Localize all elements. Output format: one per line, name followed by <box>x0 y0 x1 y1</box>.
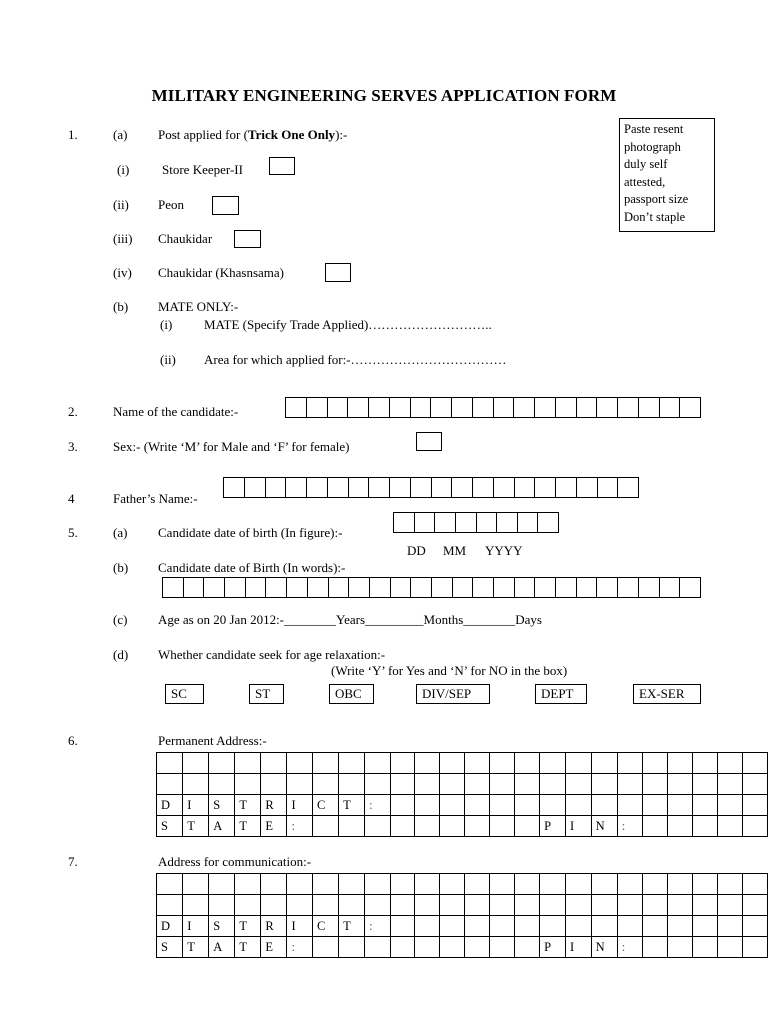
permanent-address-cell[interactable]: E <box>261 816 287 837</box>
communication-address-cell[interactable] <box>339 874 365 895</box>
communication-address-cell[interactable]: I <box>183 916 209 937</box>
q1-number: 1. <box>68 127 78 142</box>
category-sc-box[interactable]: SC <box>165 684 204 704</box>
communication-address-cell[interactable] <box>566 874 592 895</box>
communication-address-cell[interactable]: I <box>566 937 592 958</box>
permanent-address-cell[interactable]: T <box>183 816 209 837</box>
communication-address-cell[interactable] <box>490 874 515 895</box>
communication-address-cell[interactable] <box>415 937 440 958</box>
communication-address-cell[interactable] <box>742 895 767 916</box>
permanent-address-cell[interactable] <box>742 816 767 837</box>
permanent-address-cell[interactable] <box>566 795 592 816</box>
communication-address-cell[interactable] <box>566 916 592 937</box>
permanent-address-cell[interactable] <box>540 774 566 795</box>
communication-address-cell[interactable] <box>668 874 693 895</box>
q2-number: 2. <box>68 404 78 419</box>
permanent-address-cell[interactable] <box>693 774 718 795</box>
q6-number: 6. <box>68 733 78 748</box>
communication-address-cell[interactable] <box>339 937 365 958</box>
communication-address-cell[interactable] <box>209 895 235 916</box>
communication-address-cell[interactable] <box>313 874 339 895</box>
communication-address-cell[interactable] <box>515 937 540 958</box>
option-khasnsama-label: Chaukidar (Khasnsama) <box>158 265 284 280</box>
fathers-name-label: Father’s Name:- <box>113 491 198 506</box>
permanent-address-cell[interactable] <box>490 774 515 795</box>
communication-address-cell[interactable]: S <box>157 937 183 958</box>
communication-address-row-line-2 <box>157 895 768 916</box>
communication-address-cell[interactable] <box>440 895 465 916</box>
category-exser-box[interactable]: EX-SER <box>633 684 701 704</box>
mate-i-roman: (i) <box>160 317 173 332</box>
permanent-address-cell[interactable] <box>693 816 718 837</box>
communication-address-cell[interactable]: I <box>287 916 313 937</box>
communication-address-cell[interactable] <box>717 874 742 895</box>
communication-address-row-line-1 <box>157 874 768 895</box>
permanent-address-cell[interactable] <box>717 774 742 795</box>
form-title: MILITARY ENGINEERING SERVES APPLICATION FORM <box>151 86 617 105</box>
communication-address-cell[interactable] <box>617 874 642 895</box>
permanent-address-cell[interactable] <box>313 774 339 795</box>
communication-address-cell[interactable] <box>693 874 718 895</box>
option-roman: (iv) <box>113 265 132 280</box>
communication-address-cell[interactable]: : <box>287 937 313 958</box>
permanent-address-cell[interactable] <box>339 774 365 795</box>
q5-b-label: (b) <box>113 560 129 575</box>
option-chaukidar-label: Chaukidar <box>158 231 213 246</box>
permanent-address-row-line-1 <box>157 753 768 774</box>
category-divsep-box[interactable]: DIV/SEP <box>416 684 490 704</box>
permanent-address-cell[interactable] <box>339 816 365 837</box>
permanent-address-cell[interactable] <box>390 795 415 816</box>
permanent-address-cell[interactable] <box>339 753 365 774</box>
photo-note-line: Don’t staple <box>624 209 686 224</box>
permanent-address-cell[interactable] <box>742 774 767 795</box>
permanent-address-cell[interactable] <box>415 774 440 795</box>
communication-address-cell[interactable] <box>668 895 693 916</box>
permanent-address-cell[interactable] <box>490 753 515 774</box>
communication-address-cell[interactable] <box>390 895 415 916</box>
chaukidar-checkbox[interactable] <box>234 230 261 248</box>
communication-address-cell[interactable] <box>440 916 465 937</box>
permanent-address-cell[interactable] <box>209 753 235 774</box>
store-keeper-checkbox[interactable] <box>269 157 295 175</box>
communication-address-cell[interactable] <box>591 895 617 916</box>
permanent-address-cell[interactable] <box>515 795 540 816</box>
communication-address-cell[interactable] <box>365 895 390 916</box>
permanent-address-cell[interactable] <box>415 816 440 837</box>
option-roman: (iii) <box>113 231 133 246</box>
permanent-address-cell[interactable] <box>440 816 465 837</box>
permanent-address-cell[interactable] <box>490 816 515 837</box>
permanent-address-cell[interactable] <box>643 753 668 774</box>
mate-area-field[interactable]: Area for which applied for:-……………………………… <box>204 352 507 367</box>
permanent-address-cell[interactable] <box>540 795 566 816</box>
sex-input-box[interactable] <box>416 432 442 451</box>
communication-address-grid[interactable] <box>156 873 768 958</box>
q5-d-label: (d) <box>113 647 129 662</box>
permanent-address-cell[interactable] <box>390 816 415 837</box>
communication-address-row-state <box>157 937 768 958</box>
q5-c-label: (c) <box>113 612 128 627</box>
permanent-address-cell[interactable] <box>668 816 693 837</box>
peon-checkbox[interactable] <box>212 196 239 215</box>
permanent-address-cell[interactable]: : <box>365 795 390 816</box>
communication-address-cell[interactable] <box>742 874 767 895</box>
communication-address-cell[interactable] <box>717 937 742 958</box>
communication-address-cell[interactable] <box>540 895 566 916</box>
permanent-address-cell[interactable] <box>490 795 515 816</box>
permanent-address-cell[interactable]: I <box>183 795 209 816</box>
communication-address-cell[interactable]: : <box>617 937 642 958</box>
permanent-address-cell[interactable] <box>693 753 718 774</box>
permanent-address-cell[interactable] <box>515 753 540 774</box>
permanent-address-cell[interactable] <box>313 753 339 774</box>
communication-address-cell[interactable] <box>540 916 566 937</box>
permanent-address-cell[interactable] <box>365 816 390 837</box>
communication-address-cell[interactable]: : <box>365 916 390 937</box>
permanent-address-cell[interactable] <box>465 753 490 774</box>
q4-number: 4 <box>68 491 75 506</box>
communication-address-cell[interactable] <box>390 874 415 895</box>
permanent-address-cell[interactable] <box>365 753 390 774</box>
permanent-address-cell[interactable] <box>693 795 718 816</box>
communication-address-cell[interactable] <box>515 916 540 937</box>
permanent-address-cell[interactable]: R <box>261 795 287 816</box>
category-st-box[interactable]: ST <box>249 684 284 704</box>
communication-address-cell[interactable] <box>693 916 718 937</box>
permanent-address-cell[interactable] <box>515 816 540 837</box>
permanent-address-cell[interactable] <box>566 753 592 774</box>
communication-address-cell[interactable]: N <box>591 937 617 958</box>
communication-address-cell[interactable] <box>365 874 390 895</box>
communication-address-cell[interactable] <box>643 874 668 895</box>
communication-address-cell[interactable] <box>465 937 490 958</box>
permanent-address-cell[interactable] <box>261 774 287 795</box>
permanent-address-cell[interactable] <box>390 774 415 795</box>
communication-address-cell[interactable]: T <box>235 937 261 958</box>
communication-address-cell[interactable] <box>440 874 465 895</box>
communication-address-cell[interactable] <box>365 937 390 958</box>
communication-address-cell[interactable]: D <box>157 916 183 937</box>
dob-words-boxes[interactable] <box>162 577 701 598</box>
communication-address-cell[interactable] <box>617 895 642 916</box>
option-roman: (ii) <box>113 197 129 212</box>
communication-address-cell[interactable] <box>566 895 592 916</box>
permanent-address-cell[interactable]: T <box>235 795 261 816</box>
communication-address-cell[interactable] <box>287 895 313 916</box>
communication-address-cell[interactable] <box>490 916 515 937</box>
permanent-address-cell[interactable]: C <box>313 795 339 816</box>
dob-figure-label: Candidate date of birth (In figure):- <box>158 525 343 540</box>
option-roman: (i) <box>117 162 130 177</box>
permanent-address-cell[interactable] <box>717 795 742 816</box>
age-relaxation-note: (Write ‘Y’ for Yes and ‘N’ for NO in the box) <box>331 663 568 678</box>
age-field[interactable]: Age as on 20 Jan 2012:-________Years_________Months________Days <box>158 612 542 627</box>
permanent-address-cell[interactable]: A <box>209 816 235 837</box>
permanent-address-row-district <box>157 795 768 816</box>
communication-address-cell[interactable] <box>261 874 287 895</box>
q1-post-label <box>158 127 347 143</box>
q3-number: 3. <box>68 439 78 454</box>
permanent-address-cell[interactable] <box>415 795 440 816</box>
mate-only-label: MATE ONLY:- <box>158 299 239 314</box>
permanent-address-cell[interactable]: T <box>235 816 261 837</box>
communication-address-cell[interactable] <box>742 937 767 958</box>
permanent-address-row-line-2 <box>157 774 768 795</box>
photo-note-line: passport size <box>624 192 689 206</box>
khasnsama-checkbox[interactable] <box>325 263 351 282</box>
communication-address-cell[interactable] <box>643 916 668 937</box>
communication-address-cell[interactable]: C <box>313 916 339 937</box>
permanent-address-cell[interactable] <box>157 753 183 774</box>
communication-address-cell[interactable] <box>717 895 742 916</box>
dob-format-yyyy: YYYY <box>485 543 523 558</box>
communication-address-cell[interactable] <box>540 874 566 895</box>
permanent-address-cell[interactable] <box>668 795 693 816</box>
permanent-address-cell[interactable] <box>183 774 209 795</box>
permanent-address-cell[interactable] <box>465 816 490 837</box>
permanent-address-cell[interactable] <box>668 774 693 795</box>
post-prefix: Post applied for ( <box>158 127 248 142</box>
permanent-address-cell[interactable] <box>287 753 313 774</box>
permanent-address-cell[interactable] <box>515 774 540 795</box>
communication-address-cell[interactable] <box>515 895 540 916</box>
communication-address-cell[interactable] <box>415 874 440 895</box>
permanent-address-cell[interactable] <box>365 774 390 795</box>
permanent-address-cell[interactable]: I <box>287 795 313 816</box>
permanent-address-cell[interactable] <box>617 795 642 816</box>
communication-address-cell[interactable]: T <box>183 937 209 958</box>
fathers-name-boxes[interactable] <box>223 477 639 498</box>
q7-number: 7. <box>68 854 78 869</box>
communication-address-cell[interactable] <box>390 916 415 937</box>
q1-b-label: (b) <box>113 299 129 314</box>
communication-address-cell[interactable] <box>643 895 668 916</box>
permanent-address-cell[interactable] <box>617 753 642 774</box>
communication-address-cell[interactable]: T <box>235 916 261 937</box>
communication-address-cell[interactable] <box>668 937 693 958</box>
permanent-address-cell[interactable] <box>742 753 767 774</box>
photo-note-line: photograph <box>624 139 681 154</box>
dob-words-label: Candidate date of Birth (In words):- <box>158 560 346 575</box>
permanent-address-cell[interactable]: : <box>617 816 642 837</box>
communication-address-label: Address for communication:- <box>158 854 312 869</box>
permanent-address-cell[interactable]: S <box>209 795 235 816</box>
post-suffix: ):- <box>335 127 348 142</box>
permanent-address-cell[interactable] <box>465 774 490 795</box>
permanent-address-cell[interactable] <box>643 795 668 816</box>
permanent-address-cell[interactable] <box>566 774 592 795</box>
photo-paste-box <box>619 118 715 232</box>
option-peon-label: Peon <box>158 197 184 212</box>
q5-a-label: (a) <box>113 525 128 540</box>
q1-a-label: (a) <box>113 127 128 142</box>
photo-note-line: duly self <box>624 157 668 171</box>
communication-address-row-district <box>157 916 768 937</box>
communication-address-cell[interactable]: P <box>540 937 566 958</box>
communication-address-cell[interactable] <box>415 916 440 937</box>
permanent-address-cell[interactable] <box>591 774 617 795</box>
permanent-address-cell[interactable] <box>591 753 617 774</box>
permanent-address-row-state <box>157 816 768 837</box>
communication-address-cell[interactable] <box>287 874 313 895</box>
permanent-address-cell[interactable]: P <box>540 816 566 837</box>
permanent-address-label: Permanent Address:- <box>158 733 267 748</box>
communication-address-cell[interactable] <box>668 916 693 937</box>
communication-address-cell[interactable] <box>339 895 365 916</box>
permanent-address-cell[interactable] <box>643 774 668 795</box>
communication-address-cell[interactable]: A <box>209 937 235 958</box>
communication-address-cell[interactable] <box>415 895 440 916</box>
age-relaxation-label: Whether candidate seek for age relaxation:- <box>158 647 386 662</box>
communication-address-cell[interactable] <box>209 874 235 895</box>
communication-address-cell[interactable] <box>515 874 540 895</box>
permanent-address-cell[interactable]: D <box>157 795 183 816</box>
permanent-address-cell[interactable] <box>465 795 490 816</box>
dob-format-dd: DD <box>407 543 426 558</box>
communication-address-cell[interactable] <box>465 895 490 916</box>
permanent-address-cell[interactable] <box>157 774 183 795</box>
communication-address-cell[interactable] <box>235 895 261 916</box>
permanent-address-cell[interactable] <box>183 753 209 774</box>
communication-address-cell[interactable] <box>390 937 415 958</box>
communication-address-cell[interactable] <box>261 895 287 916</box>
photo-note-line: Paste resent <box>624 122 684 136</box>
dob-format-mm: MM <box>443 543 467 558</box>
communication-address-cell[interactable] <box>157 874 183 895</box>
communication-address-cell[interactable] <box>465 916 490 937</box>
communication-address-cell[interactable] <box>157 895 183 916</box>
communication-address-cell[interactable] <box>465 874 490 895</box>
permanent-address-cell[interactable]: : <box>287 816 313 837</box>
communication-address-cell[interactable]: T <box>339 916 365 937</box>
dob-figure-boxes[interactable] <box>393 512 559 533</box>
permanent-address-cell[interactable] <box>287 774 313 795</box>
permanent-address-cell[interactable] <box>717 753 742 774</box>
permanent-address-cell[interactable] <box>440 753 465 774</box>
permanent-address-grid[interactable] <box>156 752 768 837</box>
communication-address-cell[interactable] <box>313 937 339 958</box>
communication-address-cell[interactable] <box>235 874 261 895</box>
permanent-address-cell[interactable] <box>440 795 465 816</box>
permanent-address-cell[interactable] <box>209 774 235 795</box>
permanent-address-cell[interactable] <box>235 774 261 795</box>
communication-address-cell[interactable]: E <box>261 937 287 958</box>
communication-address-cell[interactable] <box>440 937 465 958</box>
mate-ii-roman: (ii) <box>160 352 176 367</box>
permanent-address-cell[interactable]: N <box>591 816 617 837</box>
communication-address-cell[interactable] <box>591 916 617 937</box>
communication-address-cell[interactable] <box>591 874 617 895</box>
permanent-address-cell[interactable] <box>668 753 693 774</box>
communication-address-cell[interactable] <box>183 874 209 895</box>
option-store-keeper-label: Store Keeper-II <box>162 162 243 177</box>
permanent-address-cell[interactable] <box>261 753 287 774</box>
candidate-name-boxes[interactable] <box>285 397 701 418</box>
communication-address-cell[interactable] <box>313 895 339 916</box>
category-obc-box[interactable]: OBC <box>329 684 374 704</box>
permanent-address-cell[interactable] <box>617 774 642 795</box>
category-dept-box[interactable]: DEPT <box>535 684 587 704</box>
communication-address-cell[interactable] <box>693 895 718 916</box>
permanent-address-cell[interactable] <box>717 816 742 837</box>
permanent-address-cell[interactable] <box>313 816 339 837</box>
permanent-address-cell[interactable] <box>591 795 617 816</box>
permanent-address-cell[interactable] <box>540 753 566 774</box>
permanent-address-cell[interactable]: T <box>339 795 365 816</box>
communication-address-cell[interactable] <box>617 916 642 937</box>
permanent-address-cell[interactable]: S <box>157 816 183 837</box>
permanent-address-cell[interactable] <box>235 753 261 774</box>
post-bold: Trick One Only <box>247 127 336 142</box>
communication-address-cell[interactable]: S <box>209 916 235 937</box>
mate-trade-field[interactable]: MATE (Specify Trade Applied)……………………….. <box>204 317 492 332</box>
communication-address-cell[interactable] <box>693 937 718 958</box>
permanent-address-cell[interactable]: I <box>566 816 592 837</box>
permanent-address-cell[interactable] <box>440 774 465 795</box>
sex-label: Sex:- (Write ‘M’ for Male and ‘F’ for female) <box>113 439 350 454</box>
communication-address-cell[interactable] <box>742 916 767 937</box>
permanent-address-cell[interactable] <box>643 816 668 837</box>
communication-address-cell[interactable] <box>490 895 515 916</box>
permanent-address-cell[interactable] <box>390 753 415 774</box>
permanent-address-cell[interactable] <box>742 795 767 816</box>
communication-address-cell[interactable]: R <box>261 916 287 937</box>
communication-address-cell[interactable] <box>643 937 668 958</box>
photo-note-line: attested, <box>624 174 666 189</box>
communication-address-cell[interactable] <box>490 937 515 958</box>
permanent-address-cell[interactable] <box>415 753 440 774</box>
communication-address-cell[interactable] <box>717 916 742 937</box>
communication-address-cell[interactable] <box>183 895 209 916</box>
q5-number: 5. <box>68 525 78 540</box>
candidate-name-label: Name of the candidate:- <box>113 404 239 419</box>
